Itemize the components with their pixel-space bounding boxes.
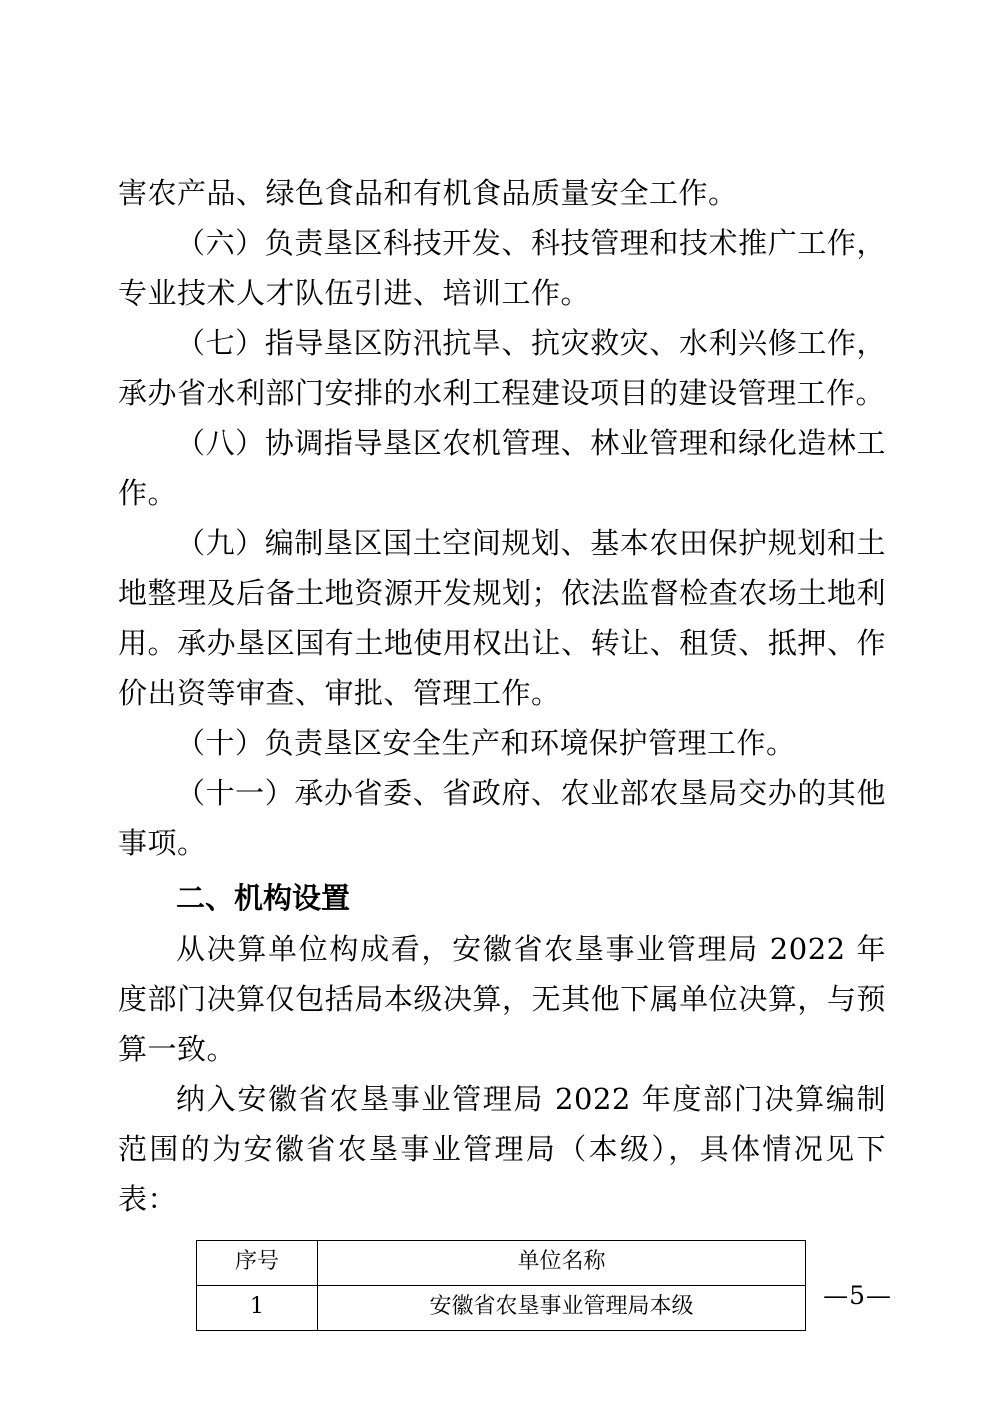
- table-cell-sequence: 1: [197, 1286, 318, 1331]
- paragraph-item-7: （七）指导垦区防汛抗旱、抗灾救灾、水利兴修工作，承办省水利部门安排的水利工程建设项目的建设管理工作。: [118, 326, 886, 410]
- page-number: —5—: [823, 1281, 892, 1310]
- paragraph-item-6: （六）负责垦区科技开发、科技管理和技术推广工作，专业技术人才队伍引进、培训工作。: [118, 226, 886, 310]
- paragraph-decision-unit-composition: 从决算单位构成看，安徽省农垦事业管理局 2022 年度部门决算仅包括局本级决算，无其他下属单位决算，与预算一致。: [118, 932, 886, 1066]
- table-cell-unit-name: 安徽省农垦事业管理局本级: [318, 1286, 806, 1331]
- document-body: [118, 168, 886, 1331]
- unit-table: [196, 1240, 806, 1331]
- table-header-sequence: 序号: [197, 1241, 318, 1286]
- paragraph-item-11: （十一）承办省委、省政府、农业部农垦局交办的其他事项。: [118, 776, 886, 860]
- unit-table-container: [196, 1240, 806, 1331]
- table-header-unit-name: 单位名称: [318, 1241, 806, 1286]
- section-heading-2: 二、机构设置: [176, 881, 351, 915]
- table-header-row: [197, 1241, 806, 1286]
- table-row: [197, 1286, 806, 1331]
- paragraph-item-8: （八）协调指导垦区农机管理、林业管理和绿化造林工作。: [118, 426, 886, 510]
- paragraph-item-9: （九）编制垦区国土空间规划、基本农田保护规划和土地整理及后备土地资源开发规划；依法监督检查农场土地利用。承办垦区国有土地使用权出让、转让、租赁、抵押、作价出资等审查、审批、管理工作。: [118, 526, 886, 710]
- paragraph-item-10: （十）负责垦区安全生产和环境保护管理工作。: [176, 726, 796, 760]
- paragraph-continuation: 害农产品、绿色食品和有机食品质量安全工作。: [118, 176, 738, 210]
- paragraph-scope-of-compilation: 纳入安徽省农垦事业管理局 2022 年度部门决算编制范围的为安徽省农垦事业管理局（本级），具体情况见下表：: [118, 1082, 886, 1216]
